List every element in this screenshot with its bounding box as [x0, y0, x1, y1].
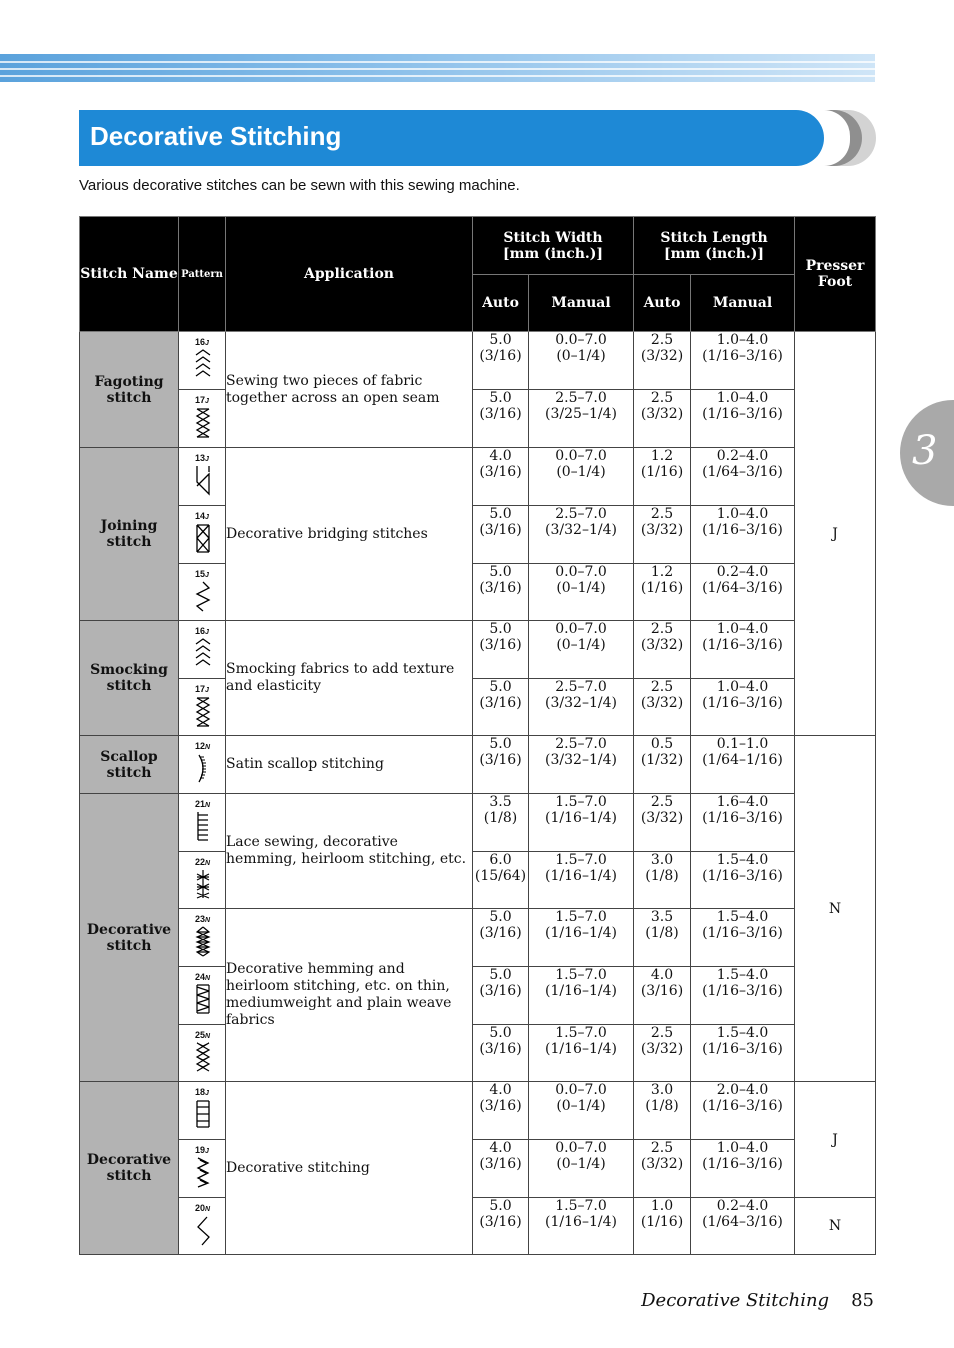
length-auto-cell: 2.5 (3/32)	[634, 621, 691, 679]
presser-foot-cell: J	[795, 332, 876, 736]
width-manual-cell: 1.5–7.0 (1/16–1/4)	[529, 794, 634, 852]
pattern-number: 21N	[195, 799, 211, 809]
length-manual-cell: 0.2–4.0 (1/64–3/16)	[691, 564, 795, 621]
presser-foot-cell: N	[795, 1198, 876, 1255]
width-auto-cell: 5.0 (3/16)	[473, 1025, 529, 1082]
pattern-cell	[179, 852, 226, 909]
pattern-cell	[179, 390, 226, 448]
width-auto-cell: 5.0 (3/16)	[473, 909, 529, 967]
width-manual-cell: 2.5–7.0 (3/25–1/4)	[529, 390, 634, 448]
length-auto-cell: 2.5 (3/32)	[634, 390, 691, 448]
stitch-name-decorative-2: Decorative stitch	[80, 1082, 179, 1255]
decorative-23-icon	[193, 925, 213, 957]
header-presser-foot: Presser Foot	[795, 217, 876, 332]
header-application: Application	[226, 217, 473, 332]
header-width-manual: Manual	[529, 275, 634, 332]
length-manual-cell: 1.0–4.0 (1/16–3/16)	[691, 332, 795, 390]
pattern-cell	[179, 448, 226, 506]
pattern-number: 13J	[195, 453, 209, 463]
application-cell: Decorative bridging stitches	[226, 448, 473, 621]
chapter-number: 3	[912, 428, 938, 474]
width-manual-cell: 1.5–7.0 (1/16–1/4)	[529, 1198, 634, 1255]
width-manual-cell: 1.5–7.0 (1/16–1/4)	[529, 852, 634, 909]
width-manual-cell: 0.0–7.0 (0–1/4)	[529, 1082, 634, 1140]
decorative-19-icon	[193, 1156, 213, 1188]
length-auto-cell: 2.5 (3/32)	[634, 1025, 691, 1082]
header-length-manual: Manual	[691, 275, 795, 332]
pattern-cell	[179, 1025, 226, 1082]
decorative-18-icon	[193, 1098, 213, 1130]
decorative-25-icon	[193, 1041, 213, 1073]
pattern-cell	[179, 736, 226, 794]
width-auto-cell: 5.0 (3/16)	[473, 564, 529, 621]
application-cell: Decorative hemming and heirloom stitching, etc. on thin, mediumweight and plain weave fabrics	[226, 909, 473, 1082]
width-manual-cell: 0.0–7.0 (0–1/4)	[529, 621, 634, 679]
decorative-24-icon	[193, 983, 213, 1015]
fagot-16-icon	[193, 348, 213, 380]
presser-foot-cell: J	[795, 1082, 876, 1198]
length-auto-cell: 0.5 (1/32)	[634, 736, 691, 794]
width-manual-cell: 2.5–7.0 (3/32–1/4)	[529, 736, 634, 794]
length-manual-cell: 1.0–4.0 (1/16–3/16)	[691, 390, 795, 448]
width-auto-cell: 4.0 (3/16)	[473, 1140, 529, 1198]
pattern-number: 17J	[195, 395, 209, 405]
length-auto-cell: 2.5 (3/32)	[634, 1140, 691, 1198]
length-auto-cell: 2.5 (3/32)	[634, 332, 691, 390]
pattern-cell	[179, 794, 226, 852]
header-color-band	[0, 54, 875, 82]
pattern-number: 23N	[195, 914, 211, 924]
pattern-number: 24N	[195, 972, 211, 982]
width-auto-cell: 6.0 (15/64)	[473, 852, 529, 909]
decorative-22-icon	[193, 868, 213, 900]
pattern-number: 12N	[195, 741, 211, 751]
header-stitch-name: Stitch Name	[80, 217, 179, 332]
header-stitch-length: Stitch Length [mm (inch.)]	[634, 217, 795, 275]
width-auto-cell: 5.0 (3/16)	[473, 679, 529, 736]
stitch-name-smocking: Smocking stitch	[80, 621, 179, 736]
header-pattern: Pattern	[179, 217, 226, 332]
pattern-number: 19J	[195, 1145, 209, 1155]
pattern-number: 20N	[195, 1203, 211, 1213]
width-manual-cell: 2.5–7.0 (3/32–1/4)	[529, 679, 634, 736]
length-auto-cell: 2.5 (3/32)	[634, 794, 691, 852]
page-number: 85	[851, 1290, 874, 1311]
width-auto-cell: 4.0 (3/16)	[473, 448, 529, 506]
width-manual-cell: 2.5–7.0 (3/32–1/4)	[529, 506, 634, 564]
pattern-cell	[179, 1082, 226, 1140]
stitch-name-decorative: Decorative stitch	[80, 794, 179, 1082]
width-auto-cell: 5.0 (3/16)	[473, 736, 529, 794]
title-bar	[79, 110, 824, 166]
width-auto-cell: 5.0 (3/16)	[473, 390, 529, 448]
length-auto-cell: 1.0 (1/16)	[634, 1198, 691, 1255]
presser-foot-cell: N	[795, 736, 876, 1082]
pattern-number: 17J	[195, 684, 209, 694]
application-cell: Smocking fabrics to add texture and elasticity	[226, 621, 473, 736]
length-auto-cell: 4.0 (3/16)	[634, 967, 691, 1025]
width-auto-cell: 4.0 (3/16)	[473, 1082, 529, 1140]
application-cell: Lace sewing, decorative hemming, heirloom stitching, etc.	[226, 794, 473, 909]
length-manual-cell: 1.0–4.0 (1/16–3/16)	[691, 506, 795, 564]
pattern-number: 18J	[195, 1087, 209, 1097]
header-stitch-width: Stitch Width [mm (inch.)]	[473, 217, 634, 275]
length-manual-cell: 1.0–4.0 (1/16–3/16)	[691, 679, 795, 736]
pattern-cell	[179, 679, 226, 736]
width-auto-cell: 5.0 (3/16)	[473, 1198, 529, 1255]
pattern-number: 22N	[195, 857, 211, 867]
pattern-cell	[179, 909, 226, 967]
length-manual-cell: 1.5–4.0 (1/16–3/16)	[691, 852, 795, 909]
stitch-name-scallop: Scallop stitch	[80, 736, 179, 794]
fagot-17-icon	[193, 406, 213, 438]
length-manual-cell: 1.5–4.0 (1/16–3/16)	[691, 967, 795, 1025]
length-manual-cell: 0.1–1.0 (1/64–1/16)	[691, 736, 795, 794]
intro-text: Various decorative stitches can be sewn with this sewing machine.	[79, 177, 520, 194]
width-auto-cell: 5.0 (3/16)	[473, 332, 529, 390]
length-manual-cell: 1.0–4.0 (1/16–3/16)	[691, 1140, 795, 1198]
pattern-cell	[179, 621, 226, 679]
width-manual-cell: 1.5–7.0 (1/16–1/4)	[529, 909, 634, 967]
length-auto-cell: 2.5 (3/32)	[634, 679, 691, 736]
page-title: Decorative Stitching	[90, 121, 342, 151]
length-manual-cell: 0.2–4.0 (1/64–3/16)	[691, 1198, 795, 1255]
pattern-number: 16J	[195, 626, 209, 636]
application-cell: Decorative stitching	[226, 1082, 473, 1255]
pattern-cell	[179, 564, 226, 621]
length-manual-cell: 2.0–4.0 (1/16–3/16)	[691, 1082, 795, 1140]
pattern-cell	[179, 506, 226, 564]
stitch-table	[79, 216, 876, 1255]
width-auto-cell: 5.0 (3/16)	[473, 621, 529, 679]
pattern-cell	[179, 1198, 226, 1255]
joining-14-icon	[193, 522, 213, 554]
smocking-16-icon	[193, 637, 213, 669]
width-manual-cell: 0.0–7.0 (0–1/4)	[529, 332, 634, 390]
length-manual-cell: 1.0–4.0 (1/16–3/16)	[691, 621, 795, 679]
width-manual-cell: 0.0–7.0 (0–1/4)	[529, 564, 634, 621]
length-auto-cell: 3.0 (1/8)	[634, 852, 691, 909]
pattern-number: 15J	[195, 569, 209, 579]
pattern-number: 14J	[195, 511, 209, 521]
pattern-number: 25N	[195, 1030, 211, 1040]
width-manual-cell: 0.0–7.0 (0–1/4)	[529, 1140, 634, 1198]
header-length-auto: Auto	[634, 275, 691, 332]
width-auto-cell: 3.5 (1/8)	[473, 794, 529, 852]
footer-label: Decorative Stitching	[641, 1290, 830, 1311]
width-auto-cell: 5.0 (3/16)	[473, 506, 529, 564]
page-footer	[641, 1290, 874, 1311]
width-manual-cell: 1.5–7.0 (1/16–1/4)	[529, 1025, 634, 1082]
decorative-21-icon	[193, 810, 213, 842]
joining-15-icon	[193, 580, 213, 612]
application-cell: Satin scallop stitching	[226, 736, 473, 794]
length-manual-cell: 1.6–4.0 (1/16–3/16)	[691, 794, 795, 852]
application-cell: Sewing two pieces of fabric together across an open seam	[226, 332, 473, 448]
decorative-20-icon	[193, 1214, 213, 1246]
length-manual-cell: 1.5–4.0 (1/16–3/16)	[691, 1025, 795, 1082]
length-auto-cell: 1.2 (1/16)	[634, 564, 691, 621]
width-auto-cell: 5.0 (3/16)	[473, 967, 529, 1025]
scallop-12-icon	[193, 752, 213, 784]
length-manual-cell: 1.5–4.0 (1/16–3/16)	[691, 909, 795, 967]
length-manual-cell: 0.2–4.0 (1/64–3/16)	[691, 448, 795, 506]
header-width-auto: Auto	[473, 275, 529, 332]
pattern-cell	[179, 332, 226, 390]
pattern-cell	[179, 1140, 226, 1198]
length-auto-cell: 3.0 (1/8)	[634, 1082, 691, 1140]
pattern-cell	[179, 967, 226, 1025]
pattern-number: 16J	[195, 337, 209, 347]
stitch-name-fagoting: Fagoting stitch	[80, 332, 179, 448]
smocking-17-icon	[193, 695, 213, 727]
stitch-name-joining: Joining stitch	[80, 448, 179, 621]
length-auto-cell: 2.5 (3/32)	[634, 506, 691, 564]
joining-13-icon	[193, 464, 213, 496]
width-manual-cell: 0.0–7.0 (0–1/4)	[529, 448, 634, 506]
chapter-tab	[900, 400, 954, 506]
length-auto-cell: 1.2 (1/16)	[634, 448, 691, 506]
length-auto-cell: 3.5 (1/8)	[634, 909, 691, 967]
width-manual-cell: 1.5–7.0 (1/16–1/4)	[529, 967, 634, 1025]
